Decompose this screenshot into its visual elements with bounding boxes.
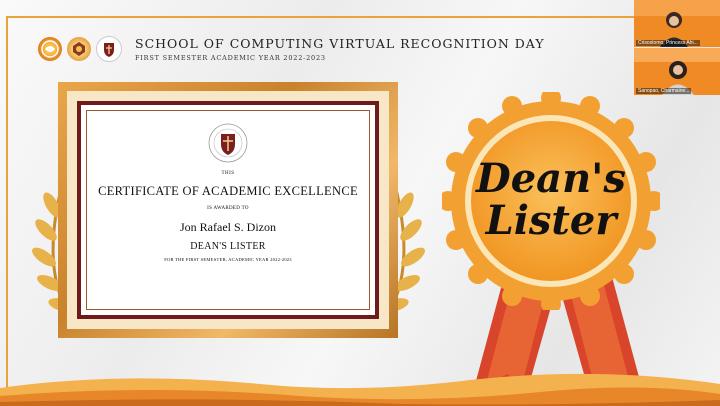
participant-name: Sanopao, Charmaine... <box>638 88 690 94</box>
participant-tile[interactable] <box>634 48 720 95</box>
badge-line-1: Dean's <box>476 155 626 202</box>
school-logo-3 <box>96 36 122 62</box>
event-subtitle: FIRST SEMESTER ACADEMIC YEAR 2022-2023 <box>135 54 326 62</box>
school-logo-2 <box>67 37 91 61</box>
certificate-this: THIS <box>221 171 235 176</box>
certificate-frame <box>58 82 398 338</box>
participant-tile[interactable] <box>634 0 720 47</box>
badge-line-2: Lister <box>485 197 617 244</box>
recipient-name: Jon Rafael S. Dizon <box>180 220 276 234</box>
badge-label <box>442 155 660 244</box>
event-title: SCHOOL OF COMPUTING VIRTUAL RECOGNITION DAY <box>135 36 545 51</box>
participant-name: Crisostomo, Princess Ahi... <box>638 40 698 46</box>
university-seal <box>208 123 248 163</box>
certificate <box>87 111 369 309</box>
award-title: DEAN'S LISTER <box>190 241 266 252</box>
slide-header <box>38 34 545 64</box>
certificate-title: CERTIFICATE OF ACADEMIC EXCELLENCE <box>98 184 358 198</box>
award-period: FOR THE FIRST SEMESTER, ACADEMIC YEAR 2022-2023 <box>164 257 292 262</box>
school-logo-1 <box>38 37 62 61</box>
bottom-wave <box>0 366 720 406</box>
certificate-awarded-to: IS AWARDED TO <box>207 206 249 211</box>
